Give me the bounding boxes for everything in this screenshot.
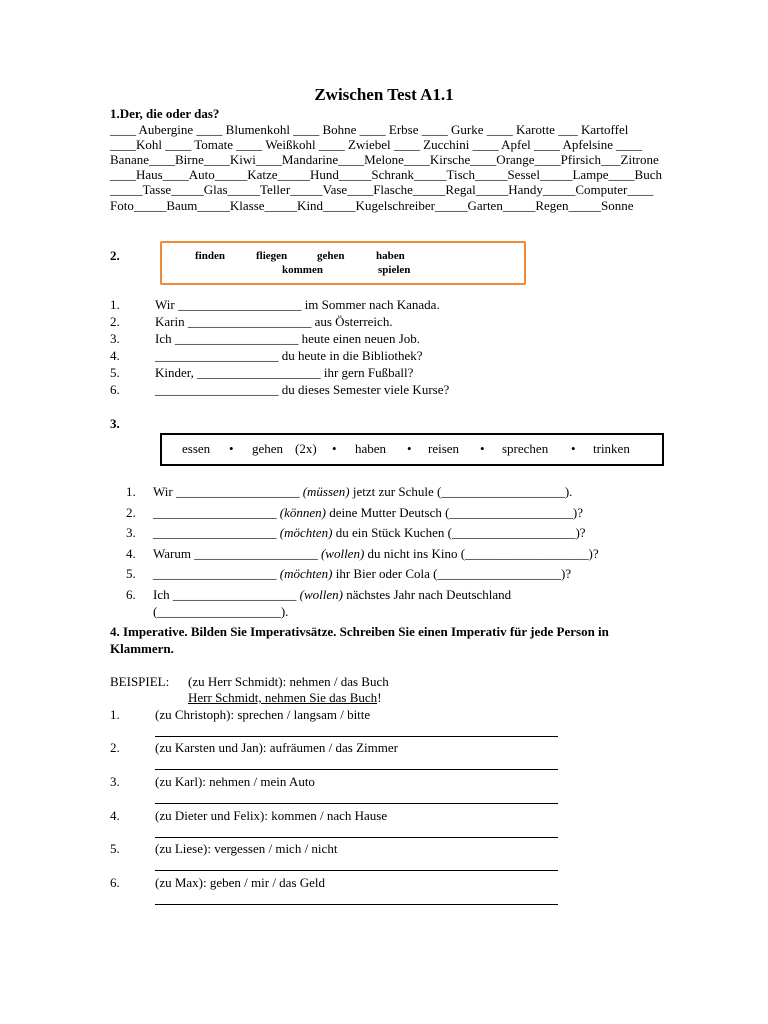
box-word: finden <box>195 250 225 262</box>
box-word: gehen <box>252 441 284 456</box>
item-text: Wir ___________________ (müssen) jetzt zur Schule (___________________). <box>153 484 573 499</box>
vocab-line: ____Haus____Auto_____Katze_____Hund_____Schrank_____Tisch_____Sessel_____Lampe____Buch <box>110 167 662 182</box>
item-number: 3. <box>110 774 120 789</box>
answer-line[interactable] <box>155 769 558 770</box>
item-number: 4. <box>126 546 136 561</box>
section-1-heading: 1.Der, die oder das? <box>110 106 220 121</box>
item-number: 2. <box>110 740 120 755</box>
bullet: • <box>571 441 576 456</box>
item-text: (zu Karsten und Jan): aufräumen / das Zimmer <box>155 740 398 755</box>
item-number: 4. <box>110 348 120 363</box>
bullet: • <box>480 441 485 456</box>
word-box-2 <box>160 241 526 285</box>
box-word: gehen <box>317 250 345 262</box>
item-text: (zu Dieter und Felix): kommen / nach Hause <box>155 808 388 823</box>
item-number: 3. <box>126 525 136 540</box>
bullet: • <box>229 441 234 456</box>
item-number: 1. <box>110 297 120 312</box>
item-number: 5. <box>110 841 120 856</box>
section-4-heading: 4. Imperative. Bilden Sie Imperativsätze. Schreiben Sie einen Imperativ für jede Person in <box>110 624 609 639</box>
example-label: BEISPIEL: <box>110 674 170 689</box>
item-number: 4. <box>110 808 120 823</box>
item-text: ___________________ du heute in die Bibliothek? <box>155 348 423 363</box>
item-text: Kinder, ___________________ ihr gern Fußball? <box>155 365 414 380</box>
section-4-heading-cont: Klammern. <box>110 641 174 656</box>
item-text: ___________________ (möchten) ihr Bier oder Cola (___________________)? <box>153 566 572 581</box>
word-box-3 <box>160 433 664 466</box>
item-text: (zu Karl): nehmen / mein Auto <box>155 774 315 789</box>
item-text: Ich ___________________ (wollen) nächstes Jahr nach Deutschland <box>153 587 512 602</box>
vocab-line: ____Kohl ____ Tomate ____ Weißkohl ____ Zwiebel ____ Zucchini ____ Apfel ____ Apfelsine ____ <box>110 137 643 152</box>
item-number: 1. <box>126 484 136 499</box>
answer-line[interactable] <box>155 870 558 871</box>
item-number: 5. <box>126 566 136 581</box>
box-word: trinken <box>593 441 630 456</box>
box-word: essen <box>182 441 211 456</box>
box-word: haben <box>376 250 405 262</box>
item-text: Wir ___________________ im Sommer nach Kanada. <box>155 297 440 312</box>
item-text: ___________________ du dieses Semester viele Kurse? <box>155 382 450 397</box>
box-word: kommen <box>282 264 323 276</box>
item-text: ___________________ (können) deine Mutter Deutsch (___________________)? <box>153 505 584 520</box>
item-number: 6. <box>126 587 136 602</box>
item-text: Karin ___________________ aus Österreich. <box>155 314 393 329</box>
item-number: 2. <box>126 505 136 520</box>
item-text: Ich ___________________ heute einen neuen Job. <box>155 331 421 346</box>
box-word: reisen <box>428 441 460 456</box>
bullet: • <box>332 441 337 456</box>
answer-line[interactable] <box>155 803 558 804</box>
vocab-line: Banane____Birne____Kiwi____Mandarine____Melone____Kirsche____Orange____Pfirsich___Zitrone <box>110 152 659 167</box>
item-text: (zu Max): geben / mir / das Geld <box>155 875 326 890</box>
item-number: 3. <box>110 331 120 346</box>
answer-line[interactable] <box>155 904 558 905</box>
item-text: (zu Liese): vergessen / mich / nicht <box>155 841 338 856</box>
box-word: spielen <box>378 264 411 276</box>
example-prompt: (zu Herr Schmidt): nehmen / das Buch <box>188 674 389 689</box>
section-2-number: 2. <box>110 248 120 263</box>
item-text: ___________________ (möchten) du ein Stück Kuchen (___________________)? <box>153 525 586 540</box>
answer-line[interactable] <box>155 837 558 838</box>
example-answer: Herr Schmidt, nehmen Sie das Buch! <box>188 690 382 705</box>
box-word: sprechen <box>502 441 549 456</box>
vocab-line: _____Tasse_____Glas_____Teller_____Vase____Flasche_____Regal_____Handy_____Computer____ <box>110 182 654 197</box>
item-text-continuation: (___________________). <box>153 604 289 619</box>
answer-line[interactable] <box>155 736 558 737</box>
item-number: 6. <box>110 875 120 890</box>
item-number: 5. <box>110 365 120 380</box>
box-word: fliegen <box>256 250 288 262</box>
item-text: (zu Christoph): sprechen / langsam / bitte <box>155 707 371 722</box>
box-word: (2x) <box>295 441 317 456</box>
item-number: 1. <box>110 707 120 722</box>
item-text: Warum ___________________ (wollen) du nicht ins Kino (___________________)? <box>153 546 599 561</box>
vocab-line: ____ Aubergine ____ Blumenkohl ____ Bohne ____ Erbse ____ Gurke ____ Karotte ___ Kartoffel <box>110 122 629 137</box>
section-3-number: 3. <box>110 416 120 431</box>
item-number: 2. <box>110 314 120 329</box>
vocab-line: Foto_____Baum_____Klasse_____Kind_____Kugelschreiber_____Garten_____Regen_____Sonne <box>110 198 634 213</box>
page-title: Zwischen Test A1.1 <box>314 85 454 104</box>
box-word: haben <box>355 441 387 456</box>
item-number: 6. <box>110 382 120 397</box>
bullet: • <box>407 441 412 456</box>
